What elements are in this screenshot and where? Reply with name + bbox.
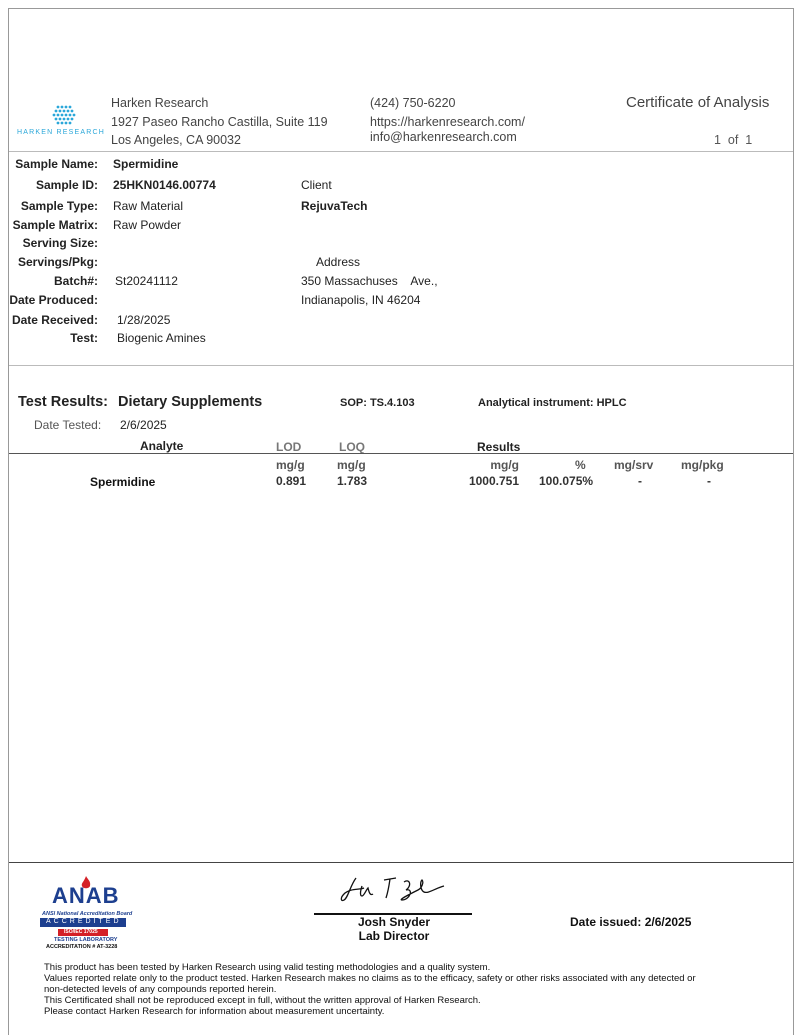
- company-website[interactable]: https://harkenresearch.com/: [370, 115, 525, 129]
- batch-value: St20241112: [115, 274, 178, 288]
- harken-logo-icon: [52, 104, 76, 128]
- date-received-label: Date Received:: [11, 313, 98, 327]
- date-tested-value: 2/6/2025: [120, 418, 167, 432]
- sample-divider: [9, 365, 793, 366]
- analytical-instrument: Analytical instrument: HPLC: [478, 397, 627, 409]
- company-phone: (424) 750-6220: [370, 96, 456, 110]
- footer-divider: [9, 862, 793, 863]
- date-issued: Date issued: 2/6/2025: [570, 915, 692, 929]
- row-analyte: Spermidine: [90, 475, 156, 489]
- disclaimer-line-1: This product has been tested by Harken Research using valid testing methodologies and a quality system.: [44, 962, 491, 973]
- sample-type-label: Sample Type:: [20, 199, 98, 213]
- row-result: 1000.751: [468, 474, 519, 488]
- page-indicator: [714, 133, 752, 147]
- row-per-pkg: -: [707, 474, 711, 488]
- disclaimer-line-4: This Certificated shall not be reproduced except in full, without the written approval of Harken Research.: [44, 995, 481, 1006]
- date-tested-label: Date Tested:: [34, 418, 102, 432]
- sample-matrix-label: Sample Matrix:: [12, 218, 98, 232]
- unit-loq: mg/g: [337, 458, 366, 472]
- col-loq: LOQ: [339, 440, 365, 454]
- unit-lod: mg/g: [276, 458, 305, 472]
- sample-matrix-value: Raw Powder: [113, 218, 182, 232]
- servings-pkg-label: Servings/Pkg:: [17, 255, 98, 269]
- client-address-line1: 350 Massachuses Ave.,: [301, 274, 438, 288]
- page-of: of: [727, 133, 739, 147]
- unit-result: mg/g: [490, 458, 519, 472]
- date-produced-label: Date Produced:: [9, 293, 98, 307]
- col-lod: LOD: [276, 440, 302, 454]
- sample-name-value: Spermidine: [113, 157, 179, 171]
- anab-board: ANSI National Accreditation Board: [42, 911, 133, 917]
- company-name: Harken Research: [111, 96, 209, 110]
- signer-title: Lab Director: [358, 929, 430, 943]
- client-name: RejuvaTech: [301, 199, 368, 213]
- sample-id-label: Sample ID:: [35, 178, 98, 192]
- sample-name-label: Sample Name:: [15, 157, 98, 171]
- header-divider: [9, 151, 793, 152]
- client-address-label: Address: [316, 255, 361, 269]
- signature-image: [340, 872, 450, 908]
- test-label: Test:: [70, 331, 98, 345]
- company-address-line2: Los Angeles, CA 90032: [111, 133, 241, 147]
- signer-name: Josh Snyder: [357, 915, 431, 929]
- sample-type-value: Raw Material: [113, 199, 184, 213]
- disclaimer-line-5: Please contact Harken Research for information about measurement uncertainty.: [44, 1006, 385, 1017]
- anab-brand: ANAB: [52, 883, 120, 908]
- company-email[interactable]: info@harkenresearch.com: [370, 130, 517, 144]
- unit-per-pkg: mg/pkg: [681, 458, 724, 472]
- anab-accreditation-seal: [40, 873, 132, 953]
- disclaimer-line-3: non-detected levels of any compounds reported herein.: [44, 984, 277, 995]
- disclaimer-line-2: Values reported relate only to the product tested. Harken Research makes no claims as to the efficacy, safety or other risks associated with any detected or: [44, 973, 696, 984]
- date-received-value: 1/28/2025: [117, 313, 171, 327]
- company-address-line1: 1927 Paseo Rancho Castilla, Suite 119: [111, 115, 328, 129]
- logo-text: HARKEN RESEARCH: [17, 129, 106, 136]
- batch-label: Batch#:: [53, 274, 98, 288]
- col-analyte: Analyte: [140, 439, 184, 453]
- unit-percent: %: [575, 458, 586, 472]
- page-number: 1: [714, 133, 721, 147]
- anab-accredited: ACCREDITED: [46, 918, 122, 925]
- document-title: Certificate of Analysis: [626, 94, 770, 111]
- page-total: 1: [745, 133, 753, 147]
- test-results-heading: Test Results:: [18, 394, 108, 410]
- results-header-divider: [9, 453, 793, 454]
- client-address-line2: Indianapolis, IN 46204: [301, 293, 421, 307]
- test-value: Biogenic Amines: [117, 331, 206, 345]
- col-results: Results: [477, 440, 521, 454]
- row-loq: 1.783: [337, 474, 368, 488]
- serving-size-label: Serving Size:: [22, 236, 98, 250]
- row-percent: 100.075%: [539, 474, 594, 488]
- test-category: Dietary Supplements: [118, 394, 263, 410]
- sop-number: SOP: TS.4.103: [340, 397, 415, 409]
- sample-id-value: 25HKN0146.00774: [113, 178, 216, 192]
- unit-per-serving: mg/srv: [614, 458, 654, 472]
- anab-cert-number: ACCREDITATION # AT-3228: [46, 944, 118, 950]
- row-per-serving: -: [638, 474, 642, 488]
- row-lod: 0.891: [276, 474, 307, 488]
- anab-lab: TESTING LABORATORY: [54, 937, 118, 943]
- client-label: Client: [301, 178, 332, 192]
- anab-iso: ISO/IEC 17025: [64, 929, 98, 935]
